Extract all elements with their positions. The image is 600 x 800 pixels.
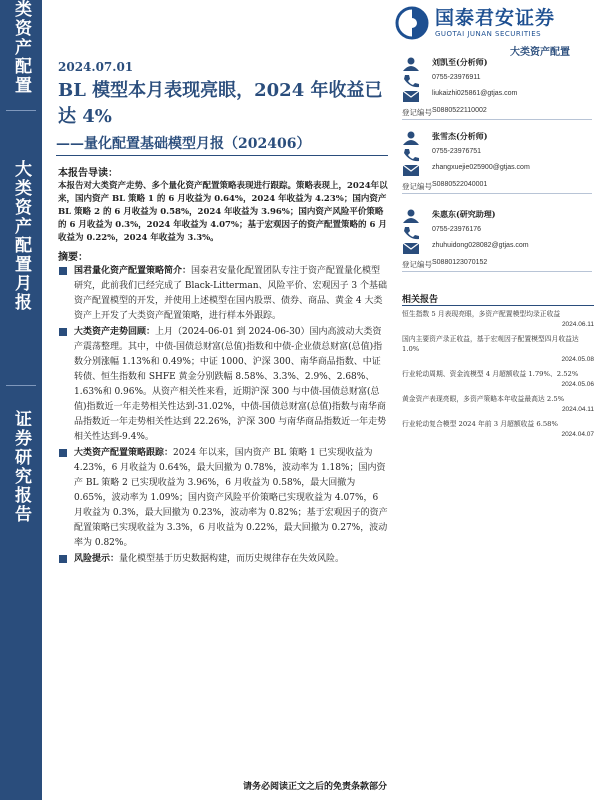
email-icon bbox=[402, 242, 420, 255]
logo-en: GUOTAI JUNAN SECURITIES bbox=[435, 30, 542, 38]
bullet-head: 风险提示： bbox=[74, 554, 120, 564]
related-report-date: 2024.05.08 bbox=[561, 356, 594, 363]
sidebar-middle-text: 大类资产配置月报 bbox=[11, 160, 31, 312]
analyst-card bbox=[402, 57, 592, 123]
analyst-reg-number: S0880522110002 bbox=[432, 107, 487, 114]
sidebar-bottom-text: 证券研究报告 bbox=[11, 410, 31, 524]
report-title: BL 模型本月表现亮眼，2024 年收益已达 4% bbox=[58, 80, 383, 127]
report-date: 2024.07.01 bbox=[58, 60, 134, 74]
analyst-phone: 0755-23976176 bbox=[432, 226, 482, 233]
analyst-reg-number: S0880123070152 bbox=[432, 259, 488, 266]
analyst-phone: 0755-23976911 bbox=[432, 74, 481, 81]
bullet-square-icon bbox=[59, 328, 67, 336]
person-icon bbox=[402, 131, 420, 145]
analyst-email[interactable]: zhangxuejie025900@gtjas.com bbox=[432, 164, 530, 171]
analyst-divider bbox=[402, 271, 592, 272]
analyst-divider bbox=[402, 193, 592, 194]
related-report-title[interactable]: 恒生指数 5 月表现亮眼，多资产配置模型均录正收益 bbox=[402, 310, 561, 318]
report-subtitle: ——量化配置基础模型月报（202406） bbox=[56, 136, 311, 152]
bullet-square-icon bbox=[59, 555, 67, 563]
summary-bullet bbox=[58, 264, 388, 324]
bullet-body: 量化模型基于历史数据构建，而历史规律存在失效风险。 bbox=[119, 554, 345, 564]
analyst-reg-label: 登记编号 bbox=[402, 260, 432, 269]
related-report-item[interactable] bbox=[402, 369, 594, 388]
left-sidebar bbox=[0, 0, 42, 800]
email-icon bbox=[402, 164, 420, 177]
disclaimer-footer: 请务必阅读正文之后的免责条款部分 bbox=[242, 782, 387, 792]
analyst-reg-label: 登记编号 bbox=[402, 182, 432, 191]
phone-icon bbox=[402, 74, 420, 88]
bullet-body: 上月（2024-06-01 到 2024-06-30）国内高波动大类资产震荡整理。其中，中债-国债总财富(总值)指数和中债-企业债总财富(总值)指数分别涨幅 1.13%和 0.49%；中证 1000、沪深 300、南华商品指数、中证转债、恒生指数和 SHFE 黄金分别跌幅 8.58%、3.3%、2.9%、2.68%、1.63%和 0.96%。从资产相关性来看，近期沪深 300 与中债-国债总财富(总值)指数近一年走势相关性达到-31.02%，中债-国债总财富(总值)指数与南华商品指数近一年走势相关性达到 22.26%，沪深 300 与南华商品指数近一年走势相关性达到-9.4%。 bbox=[74, 327, 387, 442]
email-icon bbox=[402, 90, 420, 103]
analyst-email[interactable]: zhuhuidong028082@gtjas.com bbox=[432, 242, 529, 249]
sidebar-category bbox=[0, 0, 42, 100]
analyst-divider bbox=[402, 119, 592, 120]
related-report-item[interactable] bbox=[402, 309, 594, 328]
analyst-card bbox=[402, 209, 592, 275]
bullet-head: 大类资产走势回顾： bbox=[74, 327, 156, 337]
phone-icon bbox=[402, 148, 420, 162]
related-reports-list bbox=[402, 309, 594, 444]
related-divider bbox=[402, 305, 594, 306]
sidebar-top-text: 类资产配置 bbox=[11, 0, 31, 95]
related-report-title[interactable]: 行业轮动复合模型 2024 年前 3 月超额收益 6.58% bbox=[402, 420, 558, 428]
analyst-card bbox=[402, 131, 592, 197]
sidebar-report-type bbox=[0, 160, 42, 380]
logo-cn: 国泰君安证券 bbox=[435, 7, 556, 29]
bullet-square-icon bbox=[59, 449, 67, 457]
logo-text bbox=[435, 8, 555, 38]
person-icon bbox=[402, 209, 420, 223]
related-report-item[interactable] bbox=[402, 394, 594, 413]
related-report-date: 2024.04.11 bbox=[561, 406, 594, 413]
related-report-item[interactable] bbox=[402, 334, 594, 363]
related-report-date: 2024.05.06 bbox=[561, 381, 594, 388]
summary-bullet bbox=[58, 325, 388, 445]
guide-text: 本报告对大类资产走势、多个量化资产配置策略表现进行跟踪。策略表现上，2024年以来，国内资产 BL 策略 1 的 6 月收益为 0.64%，2024 年收益为 4.23%；国内资产 BL 策略 2 的 6 月收益为 0.58%，2024 年收益为 3.96%；国内资产风险平价策略的 6 月收益为 0.3%，2024 年收益为 4.07%；基于宏观因子的资产配置策略的 6 月收益为 0.22%，2024 年收益为 3.3%。 bbox=[58, 181, 388, 243]
analyst-name: 刘凯至(分析师) bbox=[432, 57, 488, 67]
summary-bullets bbox=[58, 264, 388, 568]
related-reports-heading: 相关报告 bbox=[402, 295, 439, 305]
bullet-body: 2024 年以来，国内资产 BL 策略 1 已实现收益为 4.23%，6 月收益为 0.64%，最大回撤为 0.78%，波动率为 1.18%；国内资产 BL 策略 2 已实现收益为 3.96%，6 月收益为 0.58%，最大回撤为 0.65%，波动率为 1.09%；国内资产风险平价策略已实现收益为 4.07%，6 月收益为 0.3%，最大回撤为 0.23%，波动率为 0.82%；基于宏观因子的资产配置策略已实现收益为 3.3%，6 月收益为 0.22%，最大回撤为 0.27%，波动率为 0.82%。 bbox=[74, 448, 388, 548]
report-category: 大类资产配置 bbox=[510, 47, 570, 58]
related-report-title[interactable]: 黄金资产表现亮眼，多资产策略本年收益最高达 2.5% bbox=[402, 395, 565, 403]
analyst-reg-label: 登记编号 bbox=[402, 108, 432, 117]
analyst-name: 张雪杰(分析师) bbox=[432, 131, 488, 141]
summary-heading: 摘要： bbox=[58, 252, 88, 263]
person-icon bbox=[402, 57, 420, 71]
analyst-email[interactable]: liukaizhi025861@gtjas.com bbox=[432, 90, 518, 97]
related-report-item[interactable] bbox=[402, 419, 594, 438]
bullet-body: 国泰君安量化配置团队专注于资产配置量化模型研究，此前我们已经完成了 Black-Litterman、风险平价、宏观因子 3 个基础资产配置模型的开发，并使用上述模型在国内股票、债券、商品、黄金 4 大类资产上开发了大类资产配置策略，进行样本外跟踪。 bbox=[74, 266, 387, 321]
analyst-reg-number: S0880522040001 bbox=[432, 181, 488, 188]
bullet-head: 国君量化资产配置策略简介： bbox=[74, 266, 192, 276]
related-report-title[interactable]: 国内主要资产录正收益，基于宏观因子配置模型四月收益达 1.0% bbox=[402, 335, 579, 353]
summary-bullet bbox=[58, 552, 388, 567]
analyst-phone: 0755-23976751 bbox=[432, 148, 482, 155]
sidebar-doc-type bbox=[0, 410, 42, 540]
guide-heading: 本报告导读： bbox=[58, 168, 118, 179]
sidebar-divider bbox=[6, 110, 36, 111]
analyst-name: 朱惠东(研究助理) bbox=[432, 209, 496, 219]
logo-emblem-icon bbox=[395, 6, 429, 40]
bullet-square-icon bbox=[59, 267, 67, 275]
related-report-date: 2024.06.11 bbox=[561, 321, 594, 328]
title-divider bbox=[56, 155, 388, 156]
summary-bullet bbox=[58, 446, 388, 551]
phone-icon bbox=[402, 226, 420, 240]
related-report-date: 2024.04.07 bbox=[561, 431, 594, 438]
related-report-title[interactable]: 行业轮动周期、资金流模型 4 月超额收益 1.79%、2.52% bbox=[402, 370, 579, 378]
bullet-head: 大类资产配置策略跟踪： bbox=[74, 448, 174, 458]
sidebar-divider bbox=[6, 385, 36, 386]
company-logo bbox=[395, 4, 595, 42]
